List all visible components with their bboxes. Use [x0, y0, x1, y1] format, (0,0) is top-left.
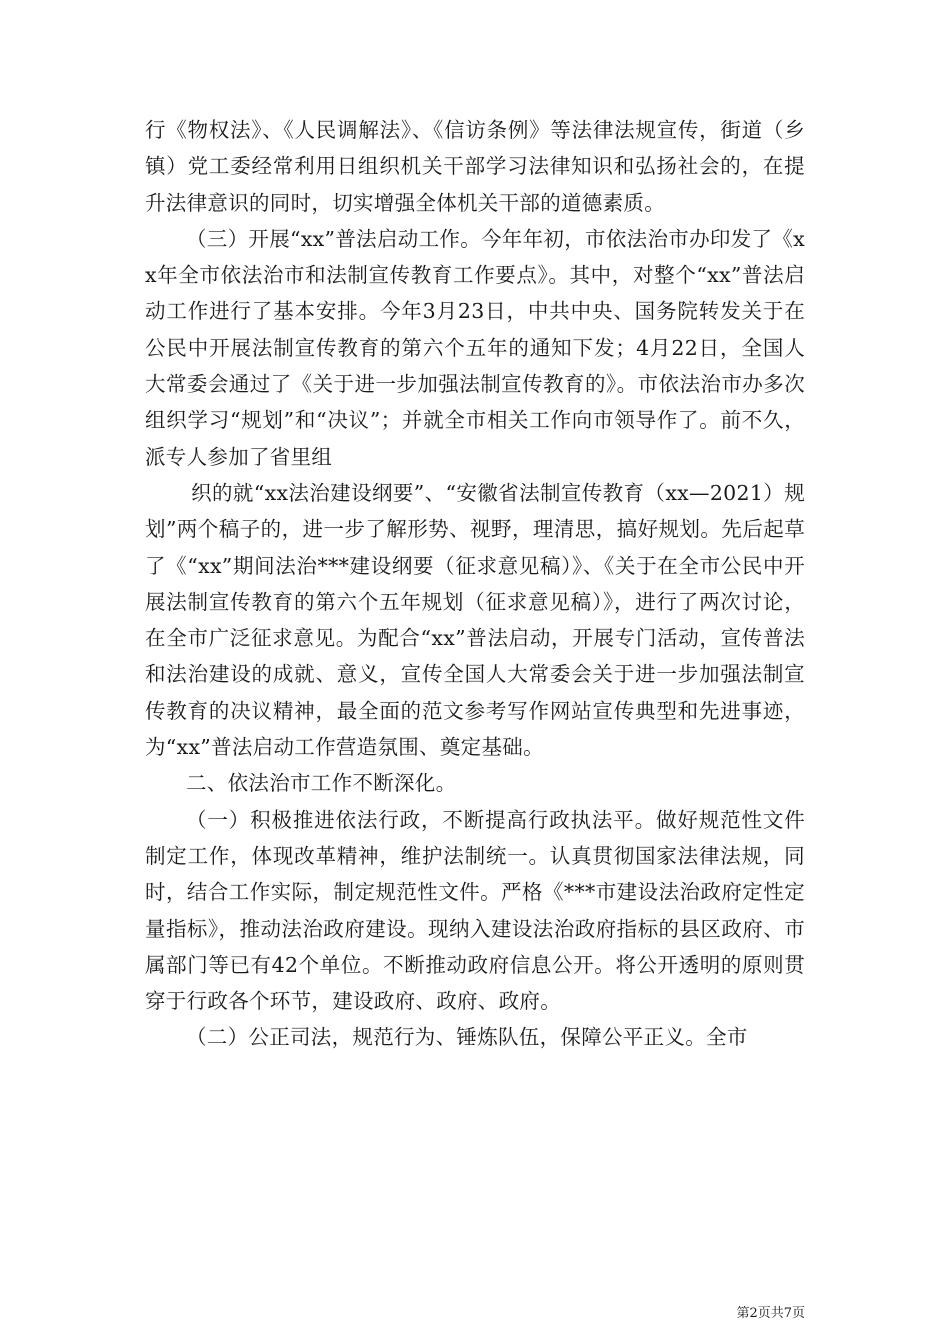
document-body — [145, 112, 805, 1056]
paragraph-continuation: 行《物权法》、《人民调解法》、《信访条例》等法律法规宣传，街道（乡镇）党工委经常利用日组织机关干部学习法律知识和弘扬社会的，在提升法律意识的同时，切实增强全体机关干部的道德素质。 — [145, 118, 805, 215]
paragraph-section-one: （一）积极推进依法行政，不断提高行政执法平。做好规范性文件制定工作，体现改革精神，维护法制统一。认真贯彻国家法律法规，同时，结合工作实际，制定规范性文件。严格《***市建设法治政府定性定量指标》，推动法治政府建设。现纳入建设法治政府指标的县区政府、市属部门等已有42个单位。不断推动政府信息公开。将公开透明的原则贯穿于行政各个环节，建设政府、政府、政府。 — [145, 807, 805, 1014]
paragraph-section-three: （三）开展“xx”普法启动工作。今年年初，市依法治市办印发了《xx年全市依法治市和法制宣传教育工作要点》。其中，对整个“xx”普法启动工作进行了基本安排。今年3月23日，中共中央、国务院转发关于在公民中开展法制宣传教育的第六个五年的通知下发；4月22日，全国人大常委会通过了《关于进一步加强法制宣传教育的》。市依法治市办多次组织学习“规划”和“决议”；并就全市相关工作向市领导作了。前不久，派专人参加了省里组 — [145, 226, 805, 469]
paragraph-section-two: （二）公正司法，规范行为、锤炼队伍，保障公平正义。全市 — [186, 1025, 748, 1050]
heading-part-two: 二、依法治市工作不断深化。 — [186, 771, 457, 796]
paragraph-section-three-continued: 织的就“xx法治建设纲要”、“安徽省法制宣传教育（xx—2021）规划”两个稿子的，进一步了解形势、视野，理清思，搞好规划。先后起草了《“xx”期间法治***建设纲要（征求意见稿）》、《关于在全市公民中开展法制宣传教育的第六个五年规划（征求意见稿）》，进行了两次讨论，在全市广泛征求意见。为配合“xx”普法启动，开展专门活动，宣传普法和法治建设的成就、意义，宣传全国人大常委会关于进一步加强法制宣传教育的决议精神，最全面的范文参考写作网站宣传典型和先进事迹，为“xx”普法启动工作营造氛围、奠定基础。 — [145, 480, 805, 760]
page-number-footer: 第2页共7页 — [736, 1306, 805, 1321]
